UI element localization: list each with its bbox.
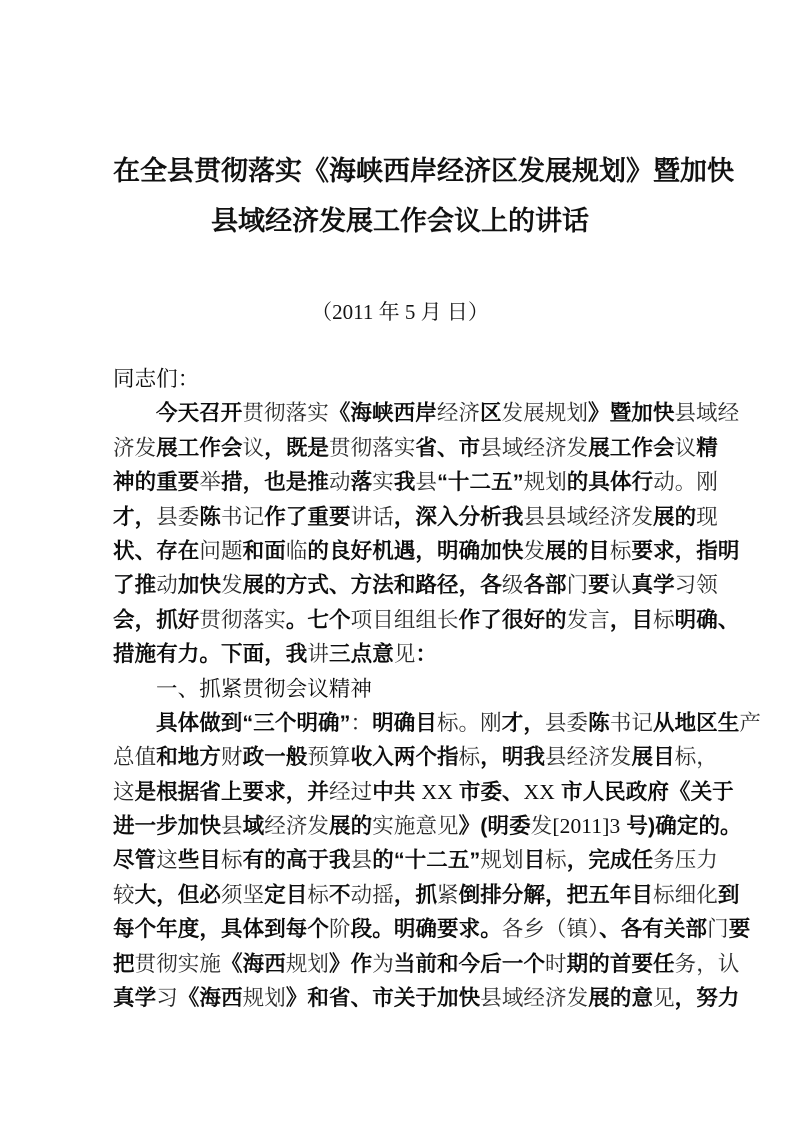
body-line-5: 状、存在问题和面临的良好机遇，明确加快发展的目标要求，指明 [113, 538, 740, 563]
body-line-17: 真学习《海西规划》和省、市关于加快县域经济发展的意见，努力 [113, 986, 740, 1011]
body-line-8: 措施有力。下面，我讲三点意见： [113, 642, 438, 667]
body-line-9: 具体做到“三个明确”：明确目标。刚才，县委陈书记从地区生产 [156, 710, 761, 735]
title-line-1: 在全县贯彻落实《海峡西岸经济区发展规划》暨加快 [113, 156, 734, 186]
section-heading-line: 一、抓紧贯彻会议精神 [156, 676, 373, 701]
body-line-7: 会，抓好贯彻落实。七个项目组组长作了很好的发言，目标明确、 [113, 607, 740, 632]
document-title [113, 146, 734, 246]
body-line-4: 才，县委陈书记作了重要讲话，深入分析我县县域经济发展的现 [113, 504, 718, 529]
body-line-15: 每个年度，具体到每个阶段。明确要求。各乡（镇）、各有关部门要 [113, 917, 751, 942]
body-line-6: 了推动加快发展的方式、方法和路径，各级各部门要认真学习领 [113, 573, 718, 598]
body-line-13: 尽管这些目标有的高于我县的“十二五”规划目标，完成任务压力 [113, 848, 718, 873]
body-line-2: 济发展工作会议，既是贯彻落实省、市县域经济发展工作会议精 [113, 435, 718, 460]
body-line-14: 较大，但必须坚定目标不动摇，抓紧倒排分解，把五年目标细化到 [113, 882, 740, 907]
body-line-1: 今天召开贯彻落实《海峡西岸经济区发展规划》暨加快县域经 [156, 401, 740, 426]
body-line-12: 进一步加快县域经济发展的实施意见》(明委发[2011]3 号)确定的。 [113, 814, 742, 839]
body-line-16: 把贯彻实施《海西规划》作为当前和今后一个时期的首要任务，认 [113, 951, 740, 976]
body-line-11: 这是根据省上要求，并经过中共 XX 市委、XX 市人民政府《关于 [113, 779, 734, 804]
document-body [113, 362, 761, 1015]
salutation-line: 同志们： [113, 367, 200, 391]
title-line-2: 县域经济发展工作会议上的讲话 [211, 206, 589, 236]
body-line-10: 总值和地方财政一般预算收入两个指标，明我县经济发展目标， [113, 745, 718, 770]
body-line-3: 神的重要举措，也是推动落实我县“十二五”规划的具体行动。刚 [113, 470, 719, 495]
document-date-line: （2011 年 5 月 日） [311, 300, 489, 324]
